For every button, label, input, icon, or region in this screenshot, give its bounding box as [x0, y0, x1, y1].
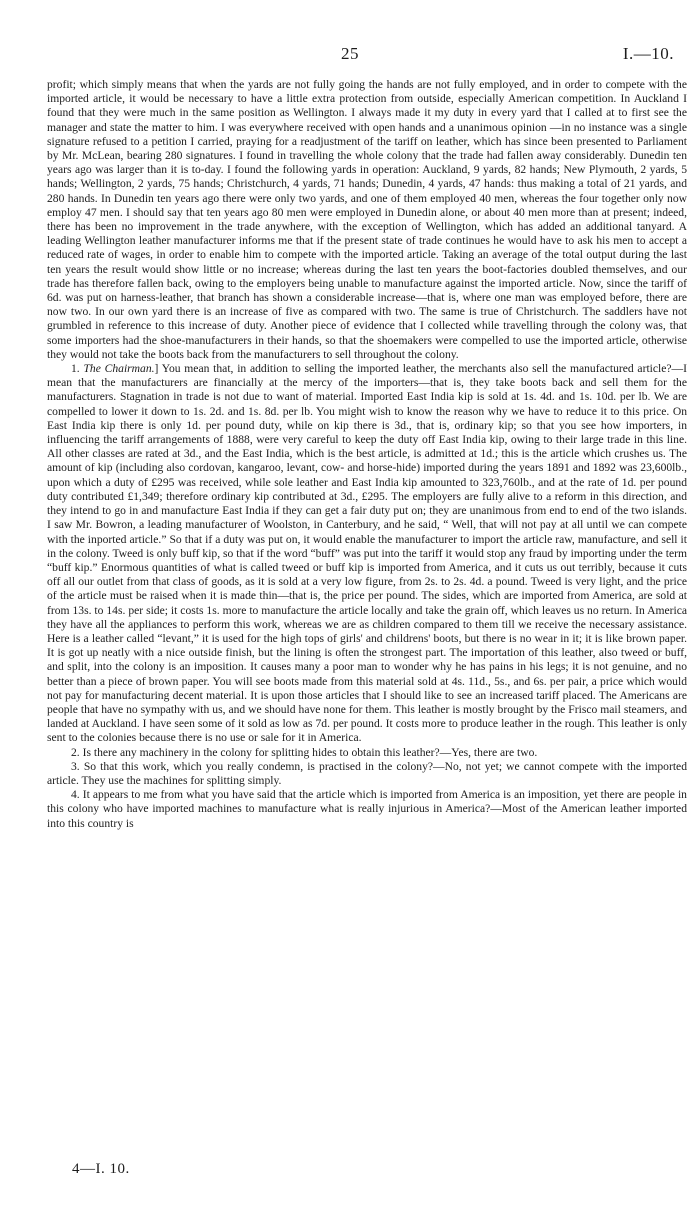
question-number: 3. — [71, 759, 80, 773]
document-reference: I.—10. — [622, 44, 674, 63]
question-4 — [47, 788, 687, 831]
question-number: 4. — [71, 788, 80, 802]
signature-mark: 4—I. 10. — [72, 1161, 130, 1177]
speaker-name: The Chairman. — [83, 362, 155, 376]
question-2 — [47, 746, 687, 760]
question-number: 1. — [71, 362, 80, 376]
page-number: 25 — [341, 44, 359, 63]
paragraph-text: profit; which simply means that when the yards are not fully going the hands are not fully employed, and in order to compete with the imported article, it would be necessary to have a little extra protection from outside, especially American competition. In Auckland I found that they were much in the same position as Wellington. I always made it my duty in every yard that I called at to first see the manager and state the matter to him. I was everywhere received with open hands and a unanimous opinion —in no instance was a single signature refused to a petition I carried, praying for a readjustment of the tariff on leather, which has since been presented to Parliament by Mr. McLean, bearing 280 signatures. I found in travelling the whole colony that the trade had fallen away considerably. Dunedin ten years ago was larger than it is to-day. I found the following yards in operation: Auckland, 9 yards, 82 hands; New Plymouth, 2 yards, 5 hands; Wellington, 2 yards, 75 hands; Christchurch, 4 yards, 71 hands; Dunedin, 4 yards, 47 hands: thus making a total of 21 yards, and 280 hands. In Dunedin ten years ago there were only two yards, and one of them employed 40 men, whereas the four together only now employ 47 men. I should say that ten years ago 80 men were employed in Dunedin alone, or about 40 men more than at present; indeed, there has been no improvement in the trade anywhere, with the exception of Wellington, which has added an additional tanyard. A leading Wellington leather manufacturer informs me that if the present state of trade continues he would have to ask his men to accept a reduced rate of wages, in order to enable him to compete with the imported article. Taking an average of the total output during the last ten years the result would show little or no increase; whereas during the last ten years the boot-factories doubled themselves, and our trade has therefore fallen back, owing to the employers being unable to manufacture against the imported article. Now, since the tariff of 6d. was put on harness-leather, that branch has shown a considerable increase—that is, where one man was employed before, there are now two. In our own yard there is an increase of five as compared with two. The same is true of Christchurch. The saddlers have not grumbled in reference to this increase of duty. Another piece of evidence that I collected while travelling through the colony was, that some importers had the shoe-manufacturers in their hands, so that the shoemakers were compelled to use the imported article, otherwise they would not take the boots back from the manufacturers to sell throughout the colony. — [47, 78, 687, 361]
question-text: It appears to me from what you have said that the article which is imported from America is an imposition, yet there are people in this colony who have imported machines to manufacture what is really injurious in America?—Most of the American leather imported into this country is — [47, 788, 687, 830]
question-number: 2. — [71, 745, 80, 759]
paragraph-continued — [47, 78, 687, 362]
question-text: Is there any machinery in the colony for splitting hides to obtain this leather?—Yes, there are two. — [82, 745, 538, 759]
question-text: ] You mean that, in addition to selling the imported leather, the merchants also sell the manufactured article?—I mean that the manufacturers are financially at the mercy of the importers—that is, they take boots back and sell them for the manufacturers. Stagnation in trade is not due to want of material. Imported East India kip is sold at 1s. 4d. and 1s. 10d. per lb. We are compelled to lower it down to 1s. 2d. and 1s. 8d. per lb. You might wish to know the reason why we have to reduce it to this price. On East India kip there is only 1d. per pound duty, while on kip there is 3d., that is, ordinary kip; so that you see how importers, in influencing the tariff arrangements of 1888, were very careful to keep the duty off East India kip, owing to their large trade in this line. All other classes are rated at 3d., and the East India, which is the best article, is admitted at 1d.; this is the article which crushes us. The amount of kip (including also cordovan, kangaroo, levant, cow- and horse-hide) imported during the years 1891 and 1892 was 23,600lb., upon which a duty of £295 was received, while sole leather and East India kip amounted to 323,760lb., and at the rate of 1d. per pound duty contributed £1,349; therefore ordinary kip contributed at 3d., £295. The employers are fully alive to a reform in this direction, and they intend to go in and manufacture East India if they can get a fair duty put on; they are unanimous from end to end of the two islands. I saw Mr. Bowron, a leading manufacturer of Woolston, in Canterbury, and he said, “ Well, that will not pay at all until we can compete with the inported article.” So that if a duty was put on, it would enable the manufacturer to import the article raw, manufacture, and sell it in the colony. Tweed is only buff kip, so that if the word “buff” was put into the tariff it would stop any fraud by importing under the term “buff kip.” Enormous quantities of what is called tweed or buff kip is imported from America, and it cuts us out terribly, because it cuts off all our outlet from that class of goods, as it is sold at a very low figure, from 2s. to 2s. 4d. a pound. Tweed is very light, and the price of the article must be raised when it is made thin—that is, the price per pound. The sides, which are imported from America, are sold at from 13s. to 14s. per side; it costs 1s. more to manufacture the article locally and take the grain off, which leaves us no return. In America they have all the appliances to perform this work, whereas we are as children compared to them till we receive the necessary assistance. Here is a leather called “levant,” it is used for the high tops of girls' and childrens' boots, but there is no wear in it; it is like brown paper. It is got up neatly with a nice outside finish, but the lining is often the strongest part. The importation of this leather, also tweed or buff, and split, into the colony is an imposition. It causes many a poor man to wonder why he has pains in his legs; it is not genuine, and no better than a piece of brown paper. You will see boots made from this material sold at 4s. 11d., 5s., and 6s. per pair, a price which would not pay for manufacturing decent material. It is upon those articles that I should like to see an increased tariff placed. The Americans are people that have no sympathy with us, and we should have none for them. This leather is mostly brought by the Frisco mail steamers, and landed at Auckland. I have seen some of it sold as low as 7d. per pound. It costs more to produce leather in the rough. This leather is only sent to the colonies because there is no use or sale for it in America. — [47, 362, 687, 745]
evidence-text — [47, 78, 687, 831]
question-text: So that this work, which you really condemn, is practised in the colony?—No, not yet; we cannot compete with the imported article. They use the machines for splitting simply. — [47, 759, 687, 787]
question-1 — [47, 362, 687, 745]
question-3 — [47, 760, 687, 788]
